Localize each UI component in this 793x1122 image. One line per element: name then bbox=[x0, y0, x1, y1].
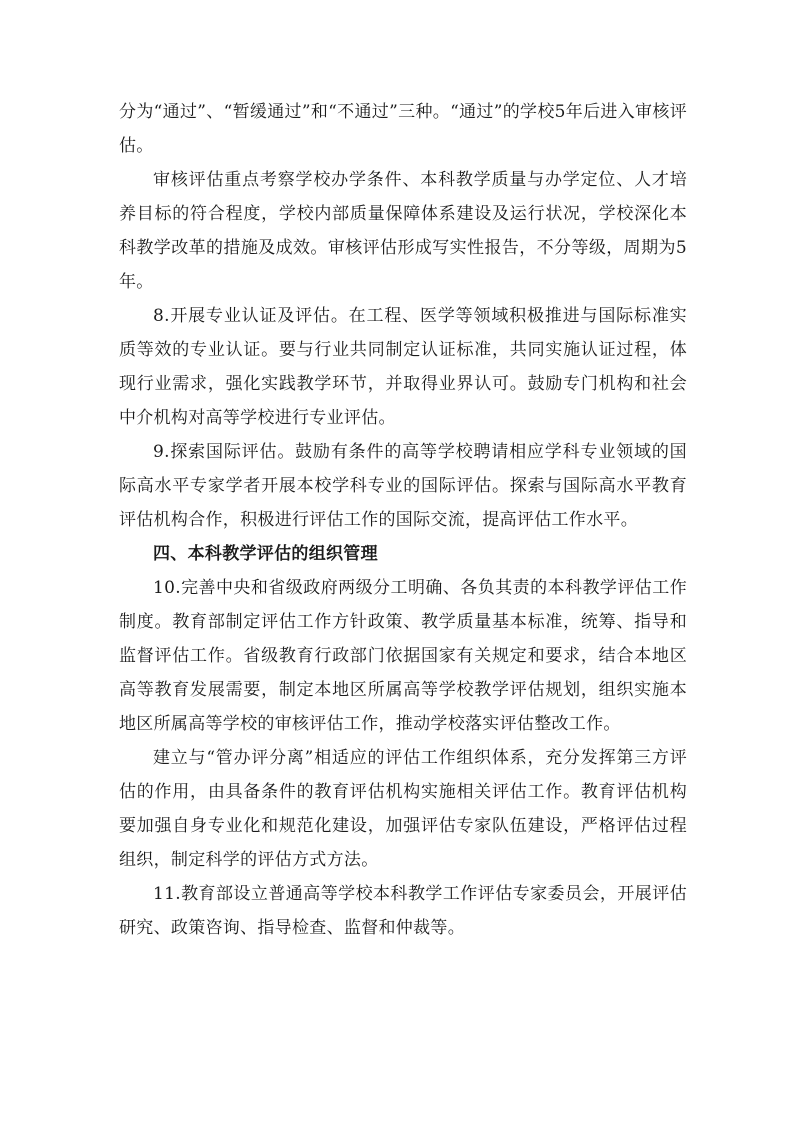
paragraph-item-9-international: 9.探索国际评估。鼓励有条件的高等学校聘请相应学科专业领域的国际高水平专家学者开展本校学科专业的国际评估。探索与国际高水平教育评估机构合作，积极进行评估工作的国际交流，提高评估工作水平。 bbox=[119, 442, 687, 530]
paragraph-item-10-management: 10.完善中央和省级政府两级分工明确、各负其责的本科教学评估工作制度。教育部制定评估工作方针政策、教学质量基本标准，统筹、指导和监督评估工作。省级教育行政部门依据国家有关规定和要求，结合本地区高等教育发展需要，制定本地区所属高等学校教学评估规划，组织实施本地区所属高等学校的审核评估工作，推动学校落实评估整改工作。 bbox=[119, 578, 687, 734]
document-body bbox=[119, 95, 687, 945]
paragraph-item-11-committee: 11.教育部设立普通高等学校本科教学工作评估专家委员会，开展评估研究、政策咨询、指导检查、监督和仲裁等。 bbox=[119, 884, 687, 938]
paragraph-organization-system: 建立与“管办评分离”相适应的评估工作组织体系，充分发挥第三方评估的作用，由具备条件的教育评估机构实施相关评估工作。教育评估机构要加强自身专业化和规范化建设，加强评估专家队伍建设，严格评估过程组织，制定科学的评估方式方法。 bbox=[119, 748, 687, 870]
paragraph-item-8-accreditation: 8.开展专业认证及评估。在工程、医学等领域积极推进与国际标准实质等效的专业认证。要与行业共同制定认证标准，共同实施认证过程，体现行业需求，强化实践教学环节，并取得业界认可。鼓励专门机构和社会中介机构对高等学校进行专业评估。 bbox=[119, 306, 687, 428]
paragraph-audit-evaluation: 审核评估重点考察学校办学条件、本科教学质量与办学定位、人才培养目标的符合程度，学校内部质量保障体系建设及运行状况，学校深化本科教学改革的措施及成效。审核评估形成写实性报告，不分等级，周期为5年。 bbox=[119, 170, 687, 292]
section-heading-4: 四、本科教学评估的组织管理 bbox=[153, 544, 378, 564]
paragraph-continuation: 分为“通过”、“暂缓通过”和“不通过”三种。“通过”的学校5年后进入审核评估。 bbox=[119, 102, 687, 156]
